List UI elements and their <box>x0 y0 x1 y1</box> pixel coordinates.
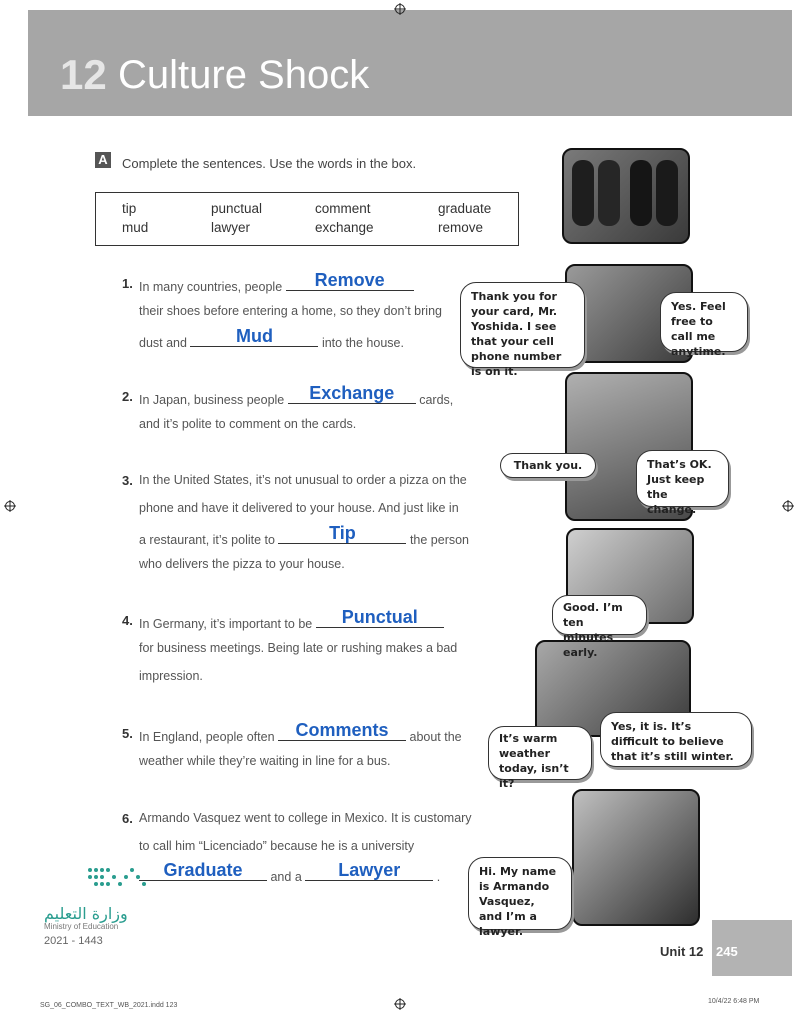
registration-mark-icon <box>394 998 406 1010</box>
ministry-name-english: Ministry of Education <box>44 922 119 931</box>
word-exchange: exchange <box>315 220 374 235</box>
item-6-line-3: Graduate and a Lawyer . <box>139 866 440 884</box>
speech-bubble: Thank you. <box>500 453 596 478</box>
speech-bubble: That’s OK. Just keep the change. <box>636 450 729 507</box>
lawyer-photo <box>572 789 700 926</box>
answer-blank[interactable] <box>286 270 414 291</box>
answer-lawyer: Lawyer <box>338 860 401 880</box>
speech-bubble: Yes, it is. It’s difficult to believe that it’s still winter. <box>600 712 752 767</box>
answer-blank[interactable] <box>278 720 406 741</box>
item-6-line-2: to call him “Licenciado” because he is a university <box>139 839 415 853</box>
answer-exchange: Exchange <box>309 383 395 403</box>
ministry-name-arabic: وزارة التعليم <box>44 904 128 923</box>
item-3-line-1: In the United States, it’s not unusual to order a pizza on the <box>139 473 467 487</box>
print-slug-left: SG_06_COMBO_TEXT_WB_2021.indd 123 <box>40 1002 178 1009</box>
item-4-line-1: In Germany, it’s important to be Punctual <box>139 613 444 631</box>
page-number: 245 <box>716 944 738 959</box>
registration-mark-icon <box>782 500 794 512</box>
item-2-line-2: and it’s polite to comment on the cards. <box>139 417 357 431</box>
item-number: 5. <box>122 726 133 741</box>
word-graduate: graduate <box>438 201 492 216</box>
item-3-line-2: phone and have it delivered to your house. And just like in <box>139 501 459 515</box>
print-slug-right: 10/4/22 6:48 PM <box>708 998 760 1005</box>
ministry-logo-icon <box>86 862 166 892</box>
word-lawyer: lawyer <box>211 220 251 235</box>
word-punctual: punctual <box>211 201 263 216</box>
item-3-line-4: who delivers the pizza to your house. <box>139 557 345 571</box>
answer-blank[interactable] <box>305 860 433 881</box>
answer-mud: Mud <box>235 326 273 346</box>
answer-blank[interactable] <box>316 607 444 628</box>
item-1-line-3: dust and Mud into the house. <box>139 326 404 350</box>
footer-unit-label: Unit 12 <box>660 944 704 959</box>
registration-mark-icon <box>4 500 16 512</box>
item-number: 1. <box>122 276 133 291</box>
registration-mark-icon <box>394 3 406 15</box>
word-comment: comment <box>315 201 371 216</box>
answer-remove: Remove <box>314 270 385 290</box>
item-2-line-1: In Japan, business people Exchange cards, <box>139 383 454 407</box>
item-1-line-2: their shoes before entering a home, so they don’t bring <box>139 304 442 318</box>
answer-blank[interactable] <box>288 383 416 404</box>
unit-number: 12 <box>60 51 107 98</box>
shoes-photo <box>562 148 690 244</box>
instructions: Complete the sentences. Use the words in the box. <box>122 156 417 171</box>
item-number: 2. <box>122 389 133 404</box>
item-4-line-2: for business meetings. Being late or rushing makes a bad <box>139 641 458 655</box>
word-mud: mud <box>122 220 149 235</box>
item-6-line-1: Armando Vasquez went to college in Mexico. It is customary <box>139 811 472 825</box>
speech-bubble: Yes. Feel free to call me anytime. <box>660 292 748 352</box>
speech-bubble: Hi. My name is Armando Vasquez, and I’m a lawyer. <box>468 857 572 930</box>
speech-bubble: It’s warm weather today, isn’t it? <box>488 726 592 780</box>
item-5-line-2: weather while they’re waiting in line for a bus. <box>139 754 391 768</box>
speech-bubble: Thank you for your card, Mr. Yoshida. I see that your cell phone number is on it. <box>460 282 585 368</box>
answer-comments: Comments <box>295 720 389 740</box>
answer-graduate: Graduate <box>163 860 243 880</box>
item-number: 3. <box>122 473 133 488</box>
answer-tip: Tip <box>329 523 356 543</box>
answer-punctual: Punctual <box>341 607 418 627</box>
answer-blank[interactable] <box>278 523 406 544</box>
speech-bubble: Good. I’m ten minutes early. <box>552 595 647 635</box>
item-number: 4. <box>122 613 133 628</box>
ministry-year: 2021 - 1443 <box>44 935 103 947</box>
word-tip: tip <box>122 201 137 216</box>
page-title: Culture Shock <box>118 53 370 97</box>
word-box <box>95 192 519 246</box>
section-letter: A <box>95 152 111 168</box>
item-5-line-1: In England, people often Comments about the <box>139 720 462 744</box>
item-number: 6. <box>122 811 133 826</box>
item-3-line-3: a restaurant, it’s polite to Tip the person <box>139 523 470 547</box>
item-4-line-3: impression. <box>139 669 203 683</box>
answer-blank[interactable] <box>190 326 318 347</box>
item-1-line-1: In many countries, people Remove <box>139 276 414 294</box>
word-remove: remove <box>438 220 484 235</box>
